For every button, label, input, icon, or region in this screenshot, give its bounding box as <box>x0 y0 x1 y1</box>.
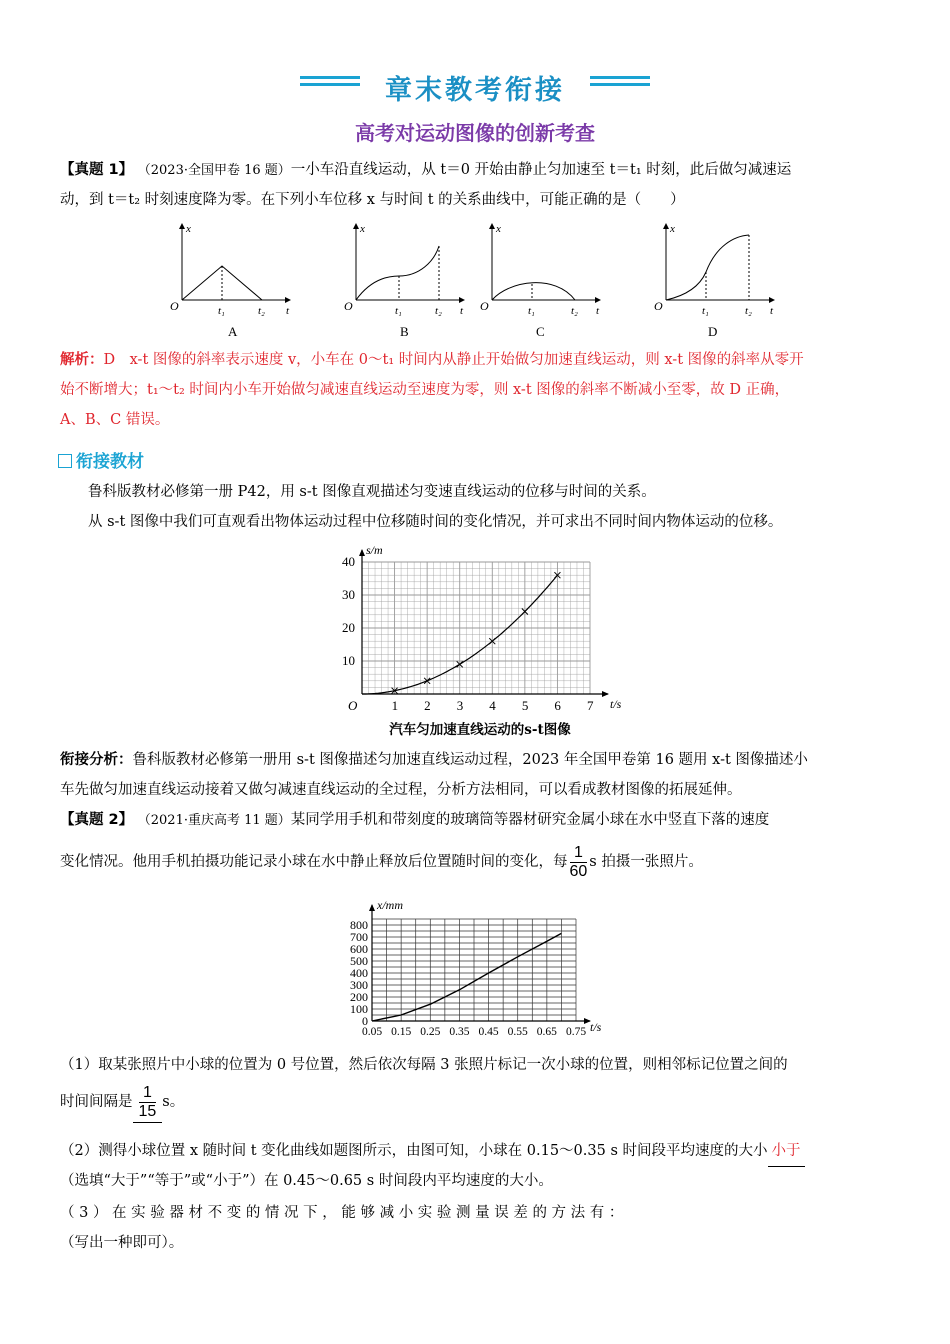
y-tick-label: 300 <box>350 978 368 992</box>
frac-den: 60 <box>569 862 588 880</box>
option-c-graph <box>480 223 600 339</box>
q2-part1-text: 时间间隔是 <box>60 1094 133 1110</box>
t2-label: t₂ <box>571 305 578 317</box>
x-tick-label: 0.15 <box>391 1026 412 1038</box>
axis-t-label: t <box>770 305 774 317</box>
section-header <box>58 447 144 472</box>
analysis-line-2: 车先做匀加速直线运动接着又做匀减速直线运动的全过程，分析方法相同，可以看成教材图像的拓展延伸。 <box>60 782 742 798</box>
analysis-line-1 <box>60 745 896 775</box>
banner-title: 章末教考衔接 <box>385 75 565 106</box>
textbook-para-1: 鲁科版教材必修第一册 P42，用 s-t 图像直观描述匀变速直线运动的位移与时间的关系。 <box>88 484 656 500</box>
x-tick-label: 0.65 <box>536 1026 557 1038</box>
y-tick-label: 10 <box>342 653 355 668</box>
origin-label: O <box>480 299 489 313</box>
q2-part1-end: s。 <box>162 1094 185 1110</box>
y-tick-label: 700 <box>350 930 368 944</box>
q1-text-1: 一小车沿直线运动，从 t＝0 开始由静止匀加速至 t＝t₁ 时刻，此后做匀减速运 <box>290 162 792 178</box>
t2-label: t₂ <box>435 305 442 317</box>
data-curve <box>372 933 561 1021</box>
q2-label: 【真题 2】 <box>60 812 134 828</box>
checkbox-square-icon <box>58 454 72 468</box>
q2-part1-line-1: （1）取某张照片中小球的位置为 0 号位置，然后依次每隔 3 张照片标记一次小球的位置，则相邻标记位置之间的 <box>60 1057 788 1073</box>
axis-x-label: x <box>186 223 191 235</box>
axis-t-label: t <box>460 305 464 317</box>
origin-label: O <box>170 299 179 313</box>
answer-1-blank <box>133 1082 163 1123</box>
chapter-banner <box>300 66 650 106</box>
q2-part2-text: （2）测得小球位置 x 随时间 t 变化曲线如题图所示，由图可知，小球在 0.15～0.35 s 时间段平均速度的大小 <box>60 1143 768 1159</box>
answer-2-blank: 小于 <box>768 1136 805 1167</box>
textbook-para-2: 从 s-t 图像中我们可直观看出物体运动过程中位移随时间的变化情况，并可求出不同时间内物体运动的位移。 <box>88 514 783 530</box>
q2-text-1: 某同学用手机和带刻度的玻璃筒等器材研究金属小球在水中竖直下落的速度 <box>290 812 770 828</box>
analysis-text-1: 鲁科版教材必修第一册用 s-t 图像描述匀加速直线运动过程，2023 年全国甲卷第 16 题用 x-t 图像描述小 <box>132 752 808 768</box>
x-tick-label: 1 <box>391 698 399 713</box>
origin-label: O <box>344 299 353 313</box>
q2-part3-line-1: （ 3 ） 在 实 验 器 材 不 变 的 情 况 下 ， 能 够 减 小 实 验 测 量 误 差 的 方 法 有 ： <box>60 1205 624 1221</box>
q1-line-2: 动，到 t＝t₂ 时刻速度降为零。在下列小车位移 x 与时间 t 的关系曲线中，可能正确的是（ ） <box>60 192 685 208</box>
q2-part1-line-2 <box>60 1082 896 1123</box>
x-tick-label: 4 <box>489 698 496 713</box>
q1-source: （2023·全国甲卷 16 题） <box>137 163 291 178</box>
y-axis-arrow <box>369 904 375 911</box>
y-tick-label: 40 <box>342 554 355 569</box>
x-tick-label: 6 <box>554 698 561 713</box>
q1-line-1 <box>60 155 896 186</box>
q2-line-1 <box>60 805 896 836</box>
x-tick-label: 0.75 <box>565 1026 587 1038</box>
axis-x-label: x <box>360 223 365 235</box>
q2-part3-line-2: （写出一种即可）。 <box>60 1235 184 1251</box>
answer-1-fraction <box>139 1084 157 1121</box>
y-tick-label: 400 <box>350 966 368 980</box>
st-chart <box>330 540 620 718</box>
x-tick-label: 0.45 <box>478 1026 499 1038</box>
q1-option-graphs <box>160 222 790 344</box>
q2-text-2a: 变化情况。他用手机拍摄功能记录小球在水中静止释放后位置随时间的变化，每 <box>60 854 568 870</box>
section-title: 衔接教材 <box>76 452 144 472</box>
q2-part2-line-1 <box>60 1136 896 1167</box>
t1-label: t₁ <box>395 305 402 317</box>
axis-t-label: t <box>596 305 600 317</box>
x-tick-label: O <box>348 698 358 713</box>
t1-label: t₁ <box>702 305 709 317</box>
x-tick-label: 0.35 <box>449 1026 470 1038</box>
frac-num: 1 <box>570 844 588 863</box>
q2-part2-line-2: （选填“大于”“等于”或“小于”）在 0.45～0.65 s 时间段内平均速度的大小。 <box>60 1173 553 1189</box>
analysis-label: 衔接分析： <box>60 752 133 768</box>
option-b-label: B <box>400 324 409 339</box>
y-tick-label: 0 <box>362 1014 368 1028</box>
t1-label: t₁ <box>218 305 225 317</box>
ans1-num: 1 <box>139 1084 157 1103</box>
y-tick-label: 600 <box>350 942 368 956</box>
option-a-graph <box>170 223 290 339</box>
t2-label: t₂ <box>745 305 752 317</box>
ans1-den: 15 <box>138 1102 157 1120</box>
q1-label: 【真题 1】 <box>60 162 134 178</box>
q2-source: （2021·重庆高考 11 题） <box>137 813 291 828</box>
y-axis-label: s/m <box>366 543 383 557</box>
option-a-label: A <box>228 324 238 339</box>
x-tick-label: 0.25 <box>420 1026 441 1038</box>
xt-chart <box>330 895 620 1045</box>
axis-x-label: x <box>670 223 675 235</box>
y-tick-label: 30 <box>342 587 355 602</box>
y-tick-label: 800 <box>350 918 368 932</box>
t1-label: t₁ <box>528 305 535 317</box>
x-axis-label: t/s <box>590 1020 602 1034</box>
q1-answer-line-3: A、B、C 错误。 <box>60 412 170 428</box>
answer-label: 解析： <box>60 352 104 368</box>
y-axis-label: x/mm <box>377 898 403 912</box>
y-tick-label: 100 <box>350 1002 368 1016</box>
page-subtitle: 高考对运动图像的创新考查 <box>355 121 595 145</box>
option-d-graph <box>654 223 774 339</box>
axis-x-label: x <box>496 223 501 235</box>
x-tick-label: 5 <box>521 698 529 713</box>
fraction-1-60 <box>570 844 588 881</box>
x-tick-label: 0.05 <box>361 1026 383 1038</box>
q2-text-2b: s 拍摄一张照片。 <box>589 854 703 870</box>
x-axis-arrow <box>602 691 609 697</box>
option-b-graph <box>344 223 464 339</box>
y-axis-arrow <box>359 549 365 556</box>
t2-label: t₂ <box>258 305 265 317</box>
x-axis-label: t/s <box>610 697 622 711</box>
q2-line-2 <box>60 842 896 882</box>
option-c-label: C <box>536 324 545 339</box>
origin-label: O <box>654 299 663 313</box>
axis-t-label: t <box>286 305 290 317</box>
answer-text-1: D x-t 图像的斜率表示速度 v，小车在 0～t₁ 时间内从静止开始做匀加速直线运动，则 x-t 图像的斜率从零开 <box>103 352 804 368</box>
option-d-label: D <box>708 324 718 339</box>
q1-answer-line-2: 始不断增大；t₁～t₂ 时间内小车开始做匀减速直线运动至速度为零，则 x-t 图像的斜率不断减小至零，故 D 正确， <box>60 382 790 398</box>
x-tick-label: 7 <box>587 698 594 713</box>
x-tick-label: 2 <box>424 698 431 713</box>
y-tick-label: 200 <box>350 990 368 1004</box>
y-tick-label: 500 <box>350 954 368 968</box>
y-tick-label: 20 <box>342 620 355 635</box>
x-tick-label: 3 <box>456 698 464 713</box>
x-tick-label: 0.55 <box>507 1026 528 1038</box>
st-chart-caption: 汽车匀加速直线运动的s-t图像 <box>389 722 571 738</box>
q1-answer-line-1 <box>60 345 896 375</box>
